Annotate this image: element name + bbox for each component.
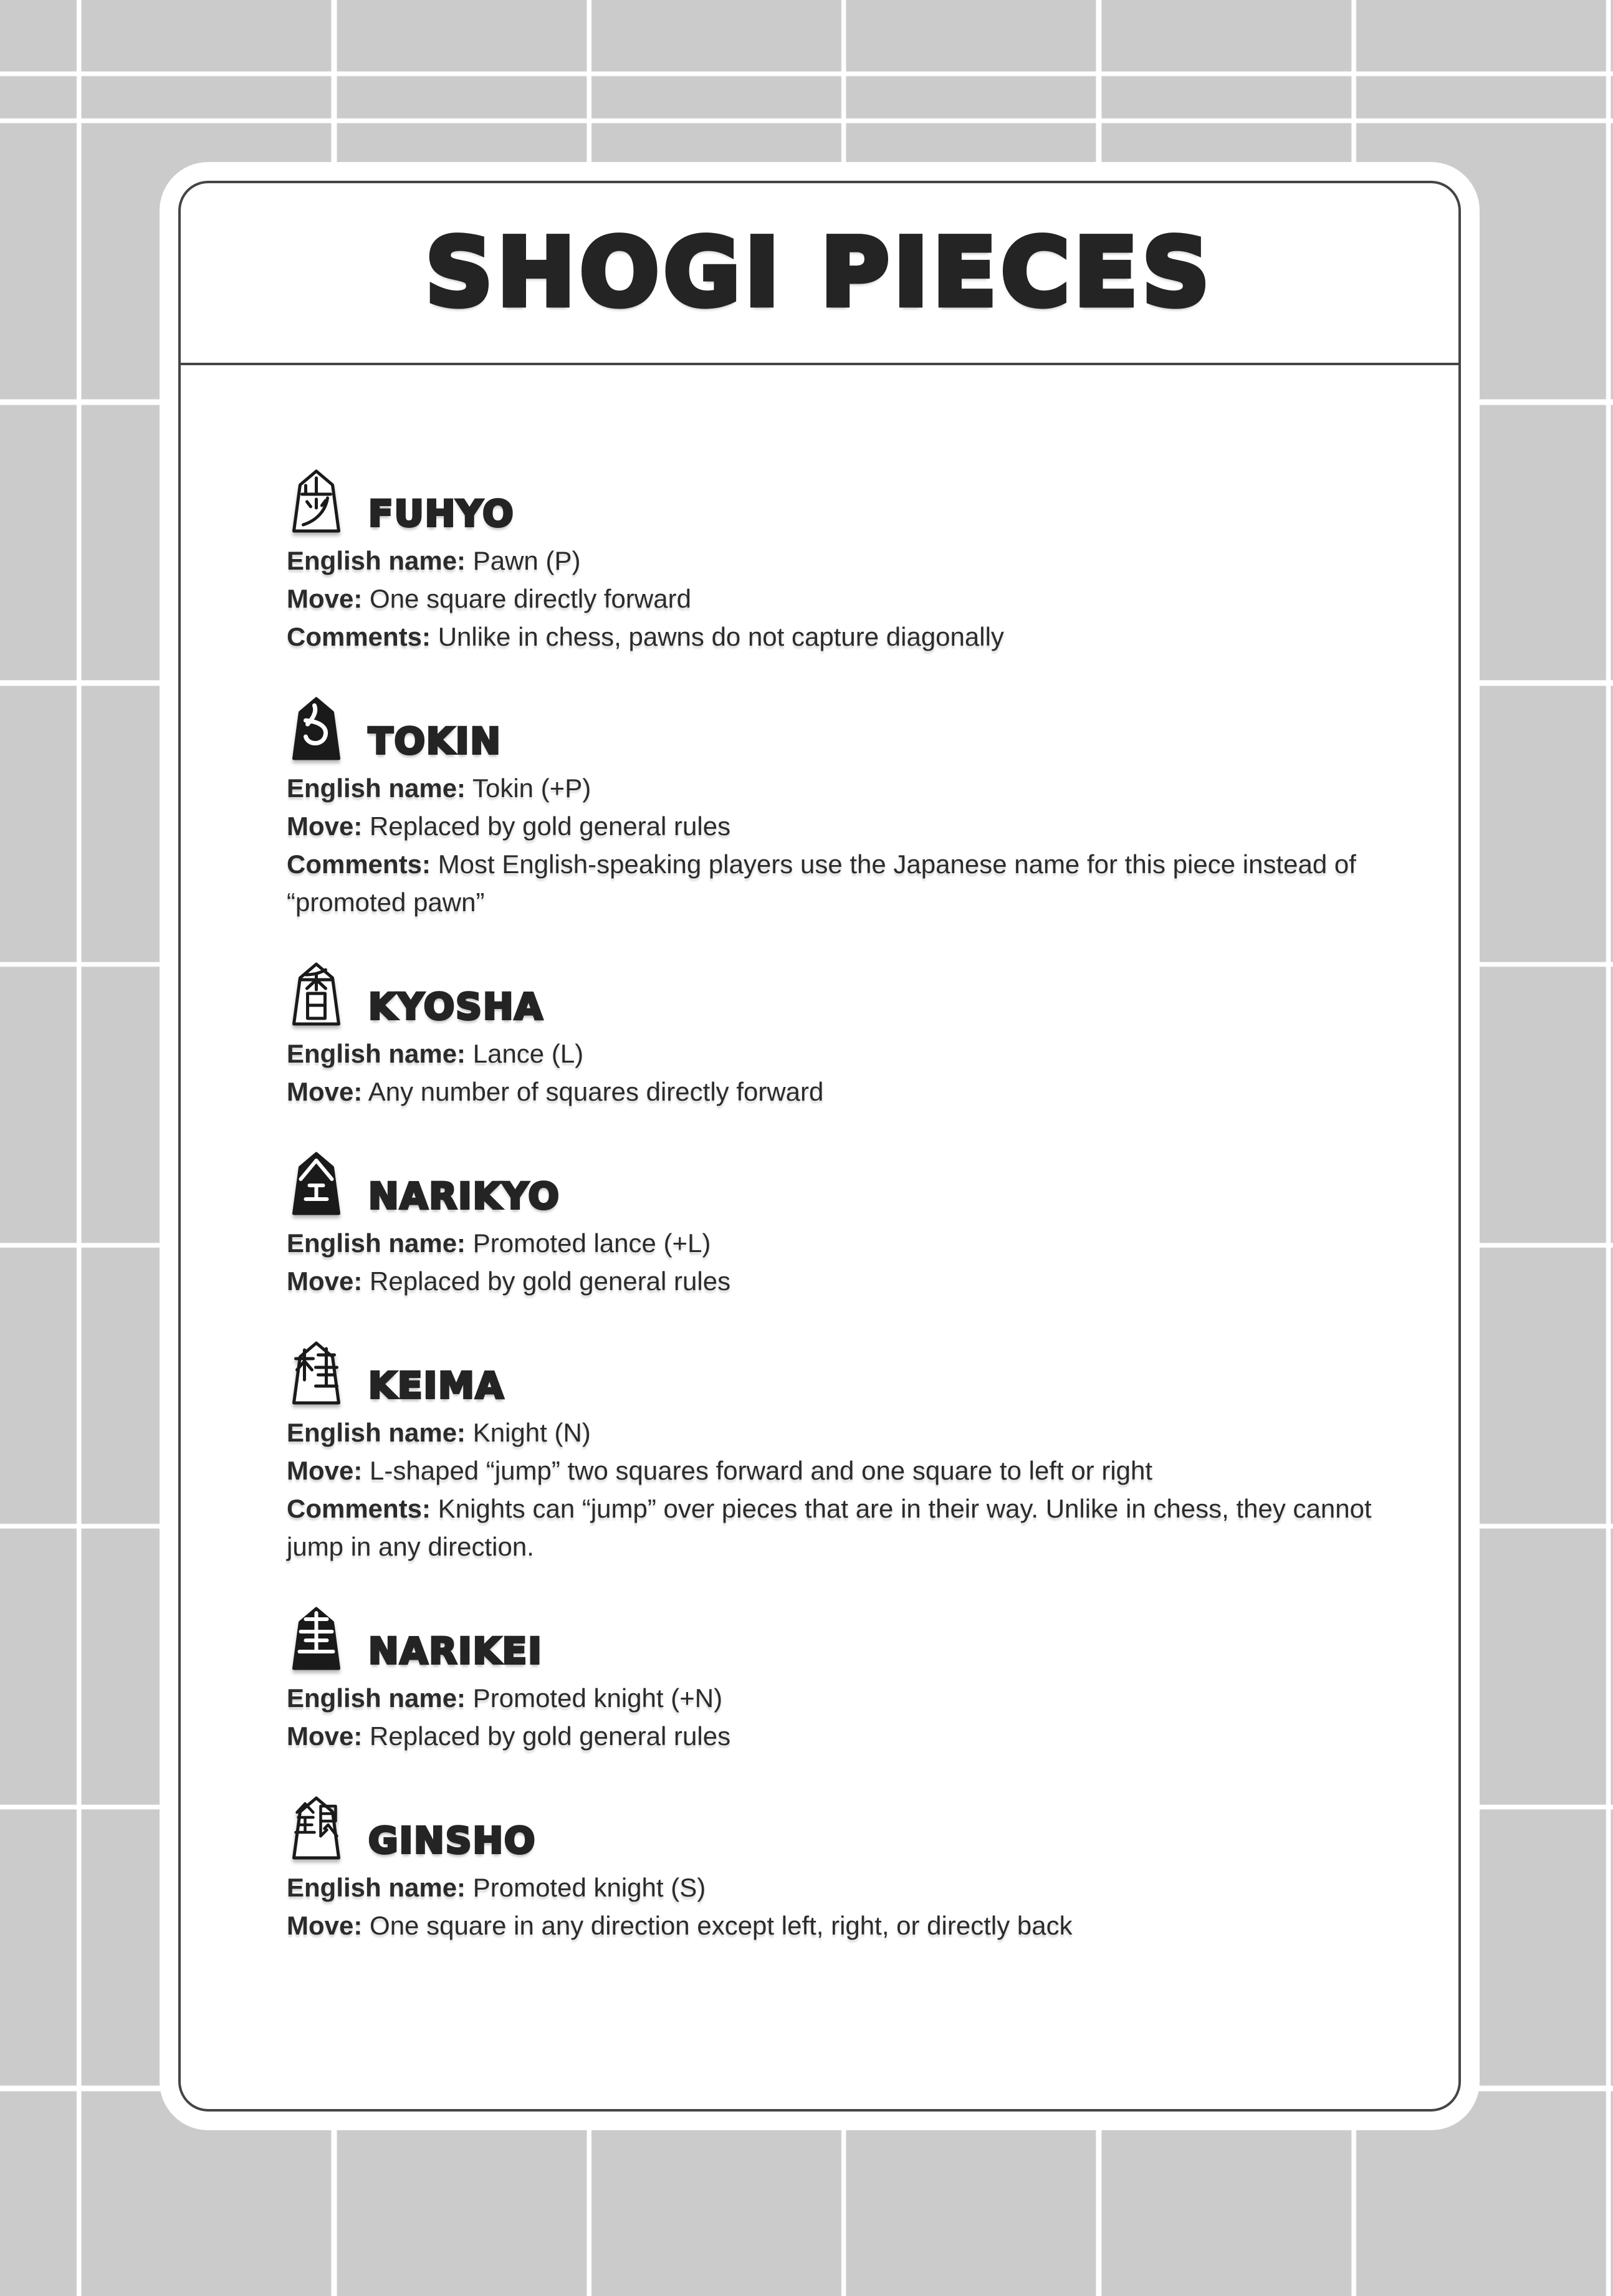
ginsho-piece-icon [287,1795,346,1861]
field-value: Promoted knight (S) [466,1873,706,1902]
field-value: Replaced by gold general rules [362,1721,731,1751]
field-label: English name: [287,773,466,803]
section-narikei [287,1605,1377,1755]
field-label: English name: [287,1418,466,1447]
field-value: Any number of squares directly forward [362,1077,824,1106]
keima-piece-icon [287,1340,346,1406]
field-value: Tokin (+P) [466,773,591,803]
field-line [287,580,1377,618]
field-line [287,1906,1377,1944]
piece-fields [287,1413,1377,1566]
field-line [287,1035,1377,1073]
piece-name: TOKIN [368,720,502,762]
piece-section-header [287,1795,1377,1861]
flyer-card [178,181,1461,2112]
piece-name: NARIKYO [368,1175,560,1217]
card-header [181,183,1458,365]
piece-fields [287,1679,1377,1755]
section-ginsho [287,1795,1377,1944]
field-value: Pawn (P) [466,546,581,575]
piece-name: KEIMA [368,1364,505,1407]
piece-fields [287,1035,1377,1111]
field-line [287,1452,1377,1490]
field-line [287,1868,1377,1906]
piece-section-header [287,961,1377,1027]
fuhyo-piece-icon [287,468,346,534]
piece-name: GINSHO [368,1819,537,1862]
field-value: Lance (L) [466,1039,584,1068]
field-line [287,1679,1377,1717]
piece-fields [287,1224,1377,1300]
field-line [287,1262,1377,1300]
section-keima [287,1340,1377,1566]
field-label: Move: [287,1911,363,1940]
field-value: Replaced by gold general rules [362,811,731,841]
field-value: Promoted knight (+N) [466,1683,723,1713]
narikyo-piece-icon [287,1150,346,1217]
field-label: English name: [287,546,466,575]
tokin-piece-icon [287,696,346,762]
field-label: Comments: [287,849,431,879]
field-label: English name: [287,1873,466,1902]
field-line [287,1717,1377,1755]
field-label: Comments: [287,622,431,651]
piece-section-header [287,696,1377,762]
field-line [287,769,1377,807]
field-value: L-shaped “jump” two squares forward and one square to left or right [362,1456,1153,1485]
field-value: Promoted lance (+L) [466,1228,711,1258]
piece-name: FUHYO [368,492,515,535]
field-line [287,1490,1377,1566]
field-value: One square in any direction except left, right, or directly back [362,1911,1073,1940]
narikei-piece-icon [287,1605,346,1672]
piece-section-header [287,1150,1377,1217]
field-label: Move: [287,1077,363,1106]
field-label: Comments: [287,1494,431,1523]
section-kyosha [287,961,1377,1111]
field-label: English name: [287,1228,466,1258]
piece-fields [287,542,1377,656]
field-label: Move: [287,1721,363,1751]
field-label: Move: [287,1456,363,1485]
piece-fields [287,1868,1377,1944]
field-line [287,542,1377,580]
field-value: Knights can “jump” over pieces that are in their way. Unlike in chess, they cannot jump in any direction. [287,1494,1372,1561]
field-line [287,618,1377,656]
flyer-card-outline [160,162,1480,2130]
piece-section-header [287,1605,1377,1672]
field-line [287,845,1377,921]
field-line [287,1224,1377,1262]
field-label: Move: [287,1266,363,1296]
piece-fields [287,769,1377,921]
section-narikyo [287,1150,1377,1300]
section-tokin [287,696,1377,921]
field-value: Unlike in chess, pawns do not capture diagonally [431,622,1004,651]
field-value: Knight (N) [466,1418,591,1447]
page-title: SHOGI PIECES [425,219,1214,327]
field-label: English name: [287,1039,466,1068]
field-value: Most English-speaking players use the Japanese name for this piece instead of “promoted pawn” [287,849,1356,917]
piece-name: KYOSHA [368,985,544,1028]
piece-section-header [287,1340,1377,1406]
card-content [181,365,1458,2109]
field-label: Move: [287,584,363,613]
field-line [287,807,1377,845]
kyosha-piece-icon [287,961,346,1027]
field-label: Move: [287,811,363,841]
piece-section-header [287,468,1377,534]
field-line [287,1073,1377,1111]
piece-name: NARIKEI [368,1630,543,1672]
field-line [287,1413,1377,1452]
section-fuhyo [287,468,1377,656]
field-value: Replaced by gold general rules [362,1266,731,1296]
field-label: English name: [287,1683,466,1713]
field-value: One square directly forward [362,584,691,613]
